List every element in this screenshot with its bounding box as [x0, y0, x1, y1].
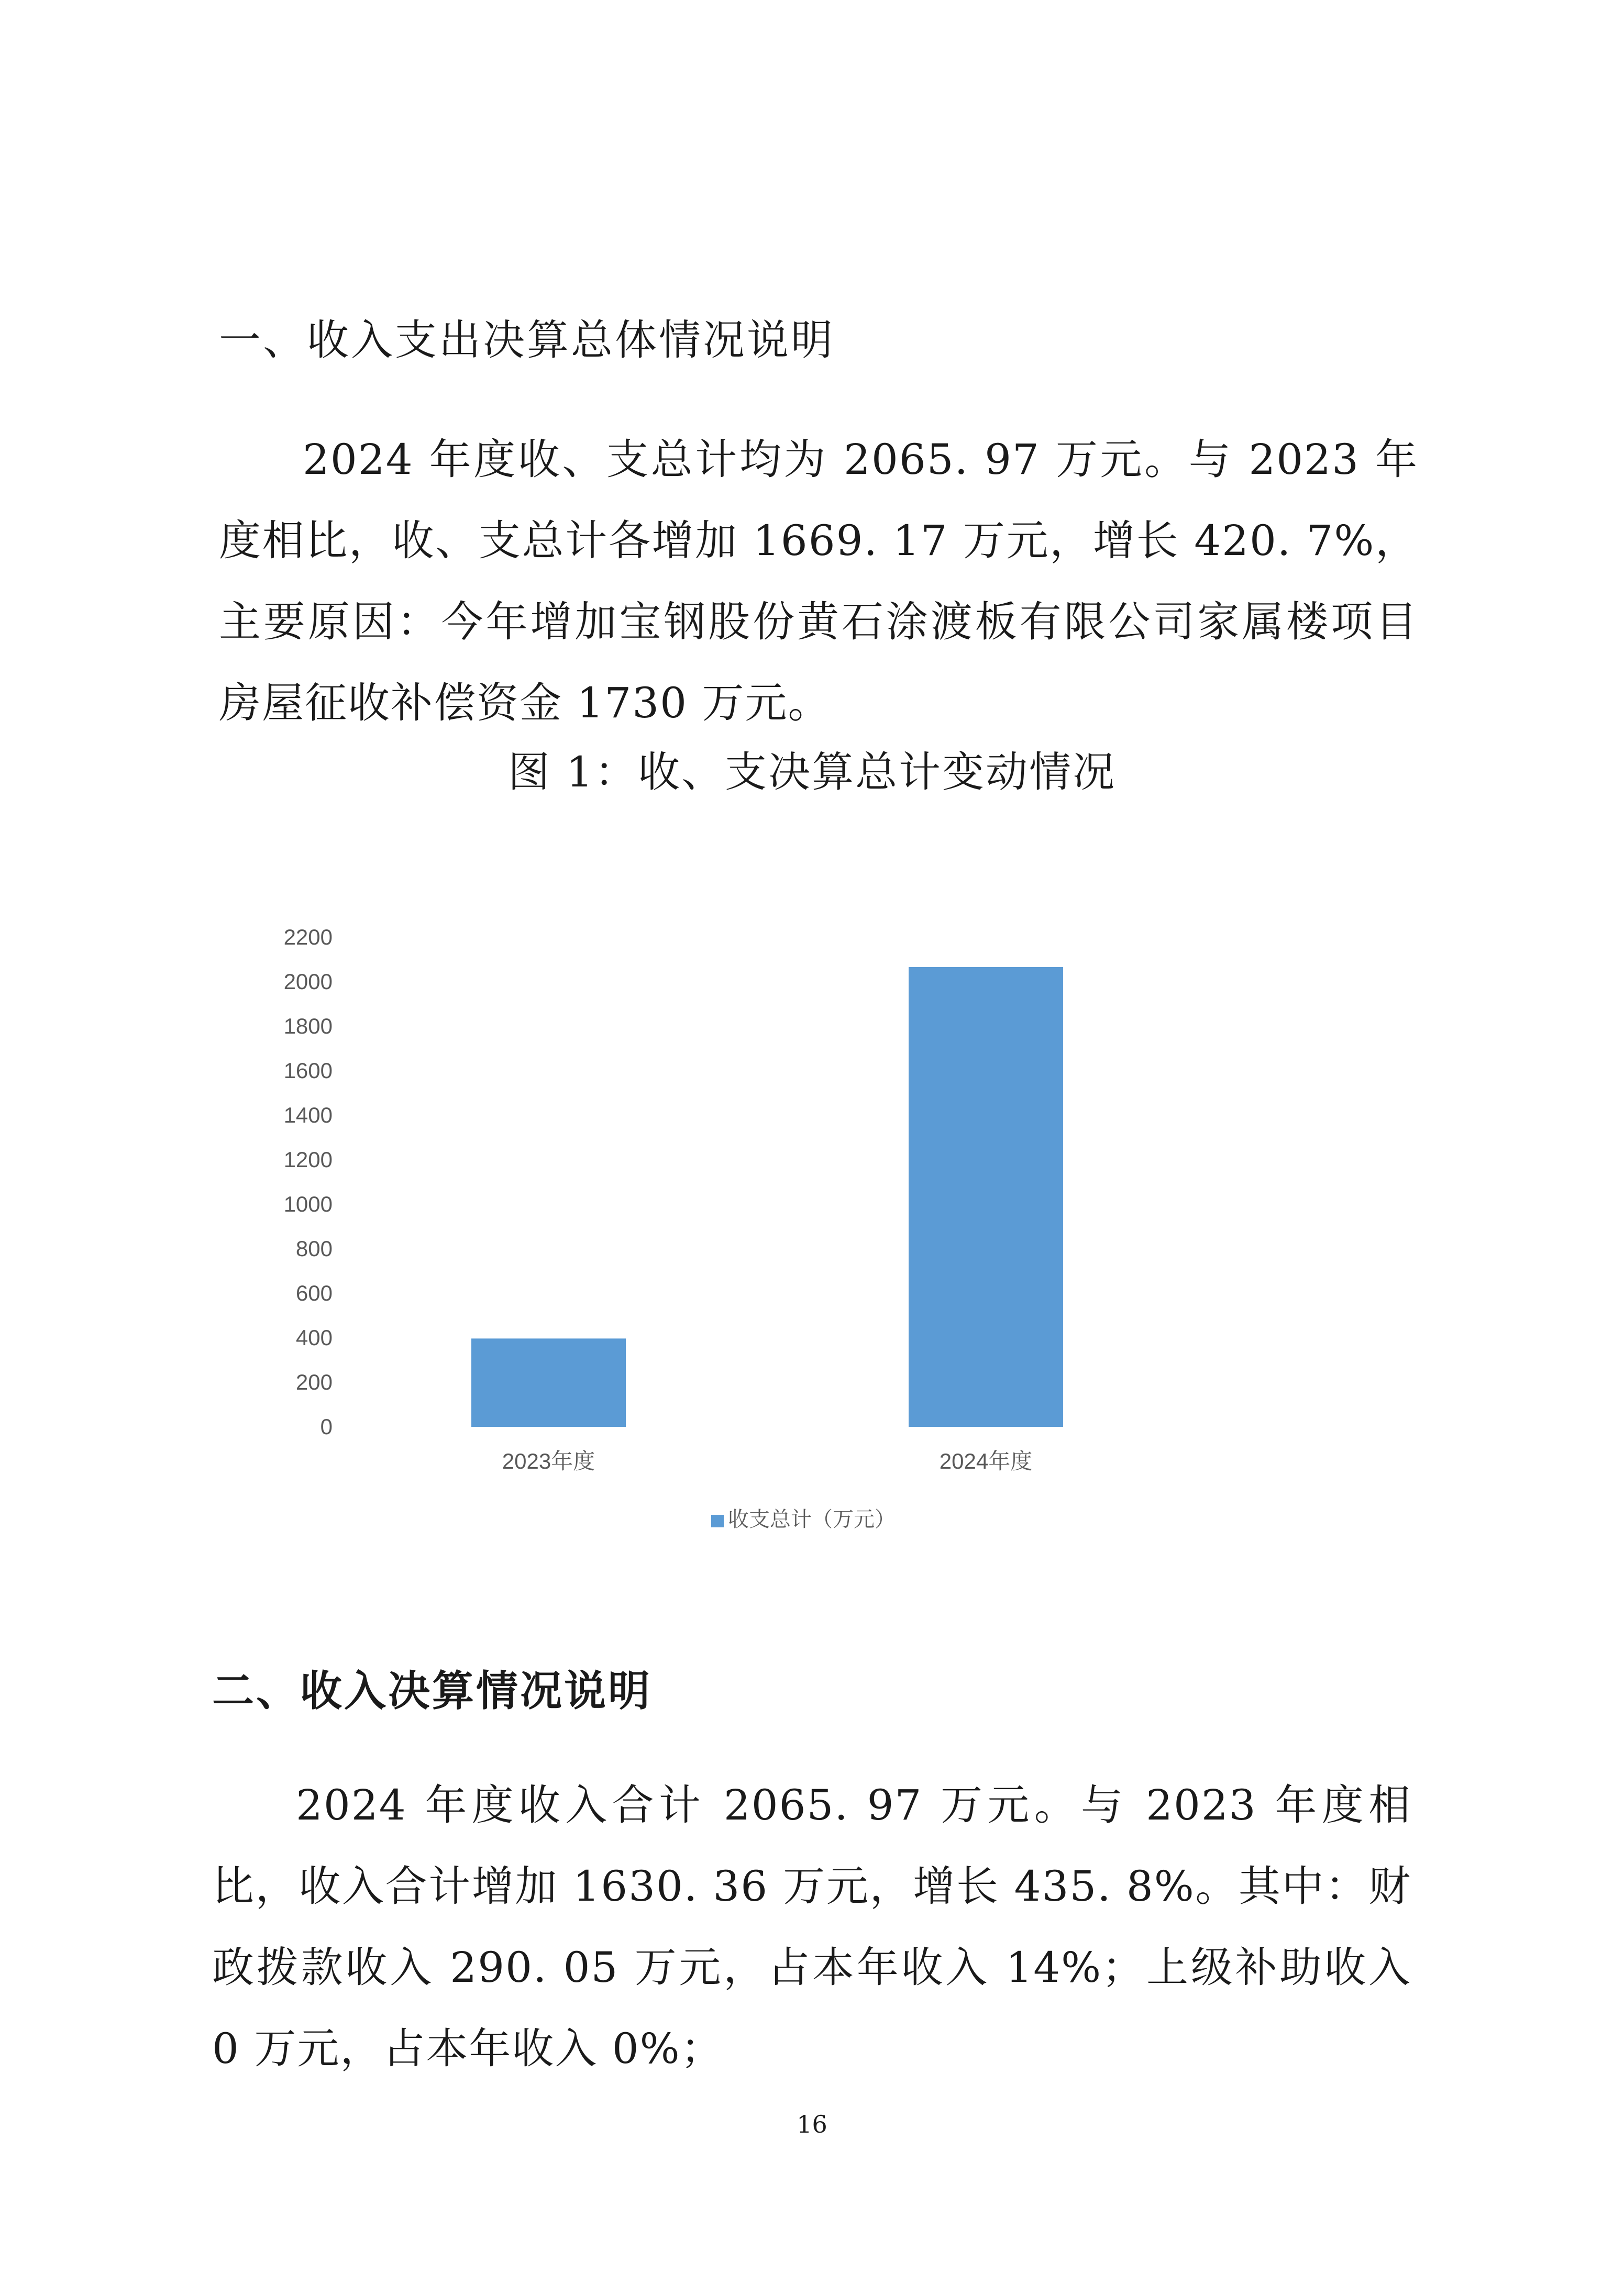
section1-heading: 一、收入支出决算总体情况说明 — [219, 316, 835, 364]
y-tick-label: 0 — [320, 1414, 333, 1439]
y-tick-label: 800 — [295, 1236, 333, 1261]
y-tick-label: 1000 — [283, 1192, 333, 1216]
section1-paragraph: 2024 年度收、支总计均为 2065. 97 万元。与 2023 年度相比，收、支总计各增加 1669. 17 万元，增长 420. 7%，主要原因：今年增加宝钢股份黄石涂渡板有限公司家属楼项目房屋征收补偿资金 1730 万元。 — [219, 435, 1418, 727]
y-tick-label: 2000 — [283, 969, 333, 994]
page-number: 16 — [797, 2110, 827, 2138]
y-axis — [284, 925, 333, 1439]
x-axis — [502, 1449, 1032, 1473]
legend-swatch — [711, 1515, 724, 1527]
bar-2023年度 — [471, 1338, 626, 1427]
y-tick-label: 1800 — [283, 1014, 333, 1038]
x-tick-label: 2023年度 — [502, 1449, 595, 1473]
y-tick-label: 600 — [295, 1281, 333, 1305]
section2-paragraph: 2024 年度收入合计 2065. 97 万元。与 2023 年度相比，收入合计增加 1630. 36 万元，增长 435. 8%。其中：财政拨款收入 290. 05 万元，占本年收入 14%；上级补助收入 0 万元，占本年收入 0%； — [212, 1781, 1411, 2073]
figure-caption: 图 1：收、支决算总计变动情况 — [507, 748, 1117, 796]
x-tick-label: 2024年度 — [939, 1449, 1033, 1473]
bar-chart — [230, 890, 1278, 1545]
bars — [471, 967, 1063, 1427]
y-tick-label: 2200 — [283, 925, 333, 949]
y-tick-label: 1400 — [283, 1103, 333, 1127]
y-tick-label: 200 — [295, 1370, 333, 1394]
section2-heading: 二、收入决算情况说明 — [212, 1666, 652, 1715]
legend — [711, 1508, 896, 1531]
y-tick-label: 400 — [295, 1325, 333, 1350]
bar-2024年度 — [909, 967, 1063, 1427]
y-tick-label: 1600 — [283, 1058, 333, 1083]
y-tick-label: 1200 — [283, 1147, 333, 1172]
legend-label: 收支总计（万元） — [728, 1508, 896, 1531]
